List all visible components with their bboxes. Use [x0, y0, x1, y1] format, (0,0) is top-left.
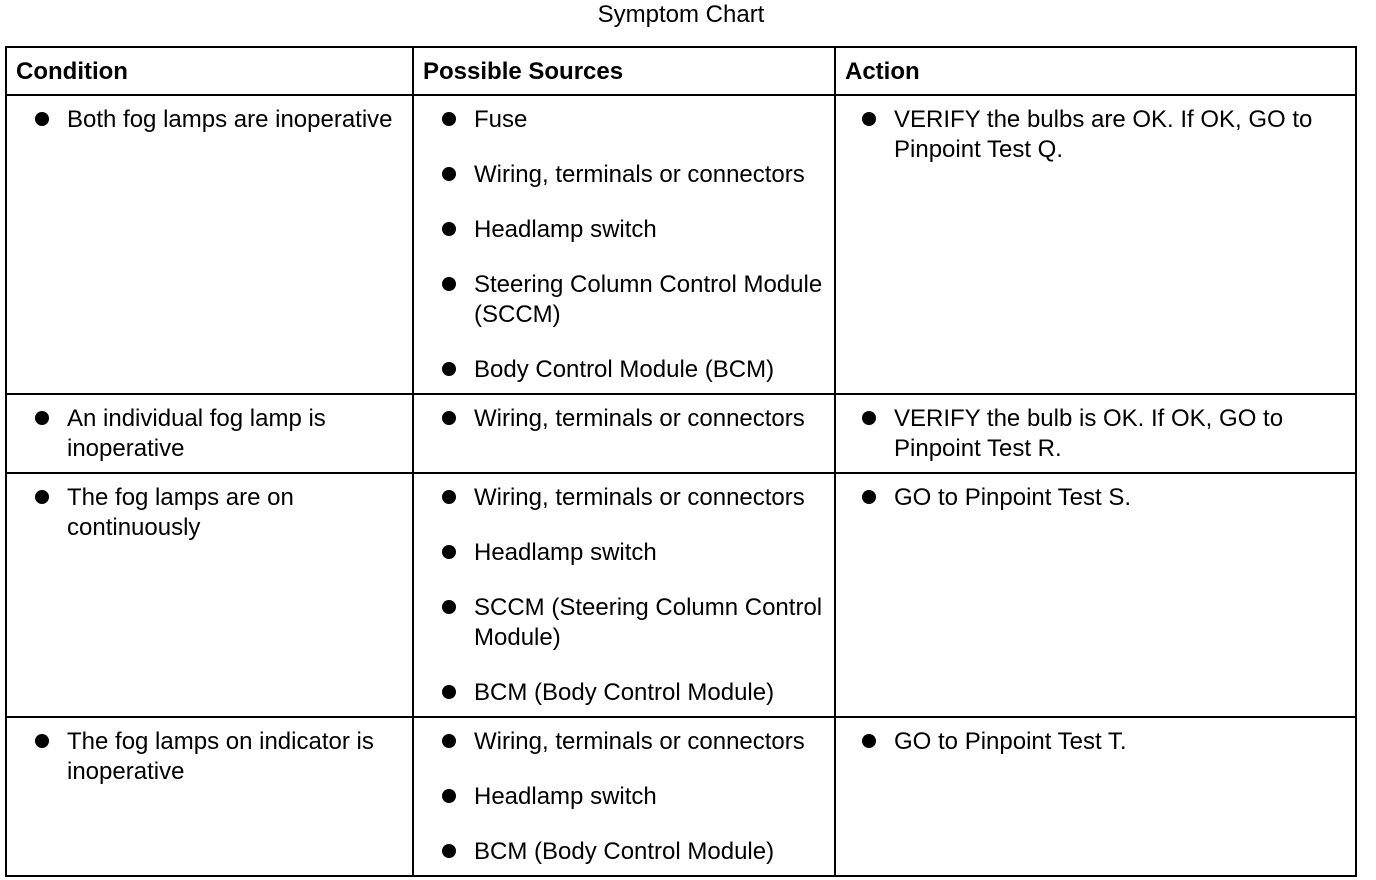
bullet-icon — [35, 112, 49, 126]
source-text: BCM (Body Control Module) — [474, 679, 775, 706]
bullet-icon — [442, 844, 456, 858]
bullet-item — [440, 837, 826, 867]
source-text: Steering Column Control Module (SCCM) — [474, 271, 823, 328]
condition-cell — [6, 473, 413, 717]
bullet-icon — [862, 411, 876, 425]
bullet-icon — [442, 734, 456, 748]
table-row — [6, 95, 1356, 394]
source-text: Body Control Module (BCM) — [474, 356, 775, 383]
condition-cell — [6, 717, 413, 876]
sources-cell — [413, 95, 835, 394]
bullet-item — [440, 727, 826, 757]
sources-cell — [413, 394, 835, 473]
source-text: Wiring, terminals or connectors — [474, 728, 805, 755]
bullet-item — [440, 678, 826, 708]
bullet-icon — [35, 411, 49, 425]
bullet-icon — [442, 411, 456, 425]
bullet-item — [33, 404, 404, 464]
action-cell — [835, 473, 1356, 717]
column-header-condition: Condition — [6, 47, 413, 95]
source-text: Fuse — [474, 106, 528, 133]
bullet-icon — [442, 277, 456, 291]
bullet-item — [440, 593, 826, 653]
condition-text: The fog lamps on indicator is inoperative — [67, 728, 374, 785]
action-text: VERIFY the bulb is OK. If OK, GO to Pinpoint Test R. — [894, 405, 1284, 462]
bullet-item — [440, 782, 826, 812]
bullet-icon — [35, 734, 49, 748]
source-text: Wiring, terminals or connectors — [474, 484, 805, 511]
header-row — [6, 47, 1356, 95]
chart-title: Symptom Chart — [597, 1, 765, 28]
bullet-item — [440, 105, 826, 135]
condition-cell — [6, 394, 413, 473]
bullet-icon — [442, 685, 456, 699]
bullet-item — [440, 270, 826, 330]
source-text: BCM (Body Control Module) — [474, 838, 775, 865]
bullet-item — [860, 404, 1347, 464]
condition-text: An individual fog lamp is inoperative — [67, 405, 326, 462]
bullet-item — [440, 355, 826, 385]
bullet-item — [33, 727, 404, 787]
action-text: GO to Pinpoint Test S. — [894, 484, 1132, 511]
sources-cell — [413, 717, 835, 876]
bullet-icon — [862, 112, 876, 126]
bullet-item — [440, 538, 826, 568]
bullet-icon — [862, 734, 876, 748]
source-text: Wiring, terminals or connectors — [474, 161, 805, 188]
action-cell — [835, 717, 1356, 876]
action-cell — [835, 394, 1356, 473]
source-text: Headlamp switch — [474, 783, 657, 810]
condition-cell — [6, 95, 413, 394]
action-cell — [835, 95, 1356, 394]
source-text: Headlamp switch — [474, 216, 657, 243]
table-row — [6, 394, 1356, 473]
bullet-item — [860, 105, 1347, 165]
symptom-table — [5, 46, 1357, 877]
bullet-item — [33, 105, 404, 135]
bullet-item — [440, 483, 826, 513]
source-text: Headlamp switch — [474, 539, 657, 566]
column-header-possible-sources: Possible Sources — [413, 47, 835, 95]
bullet-item — [860, 727, 1347, 757]
bullet-item — [440, 215, 826, 245]
table-row — [6, 717, 1356, 876]
condition-text: The fog lamps are on continuously — [67, 484, 294, 541]
bullet-icon — [442, 789, 456, 803]
action-text: GO to Pinpoint Test T. — [894, 728, 1127, 755]
bullet-item — [860, 483, 1347, 513]
bullet-icon — [442, 490, 456, 504]
bullet-item — [33, 483, 404, 543]
bullet-item — [440, 404, 826, 434]
bullet-icon — [442, 222, 456, 236]
bullet-icon — [35, 490, 49, 504]
sources-cell — [413, 473, 835, 717]
table-row — [6, 473, 1356, 717]
bullet-icon — [442, 362, 456, 376]
bullet-icon — [442, 167, 456, 181]
action-text: VERIFY the bulbs are OK. If OK, GO to Pinpoint Test Q. — [894, 106, 1313, 163]
bullet-icon — [442, 545, 456, 559]
bullet-icon — [862, 490, 876, 504]
bullet-icon — [442, 112, 456, 126]
column-header-action: Action — [835, 47, 1356, 95]
source-text: SCCM (Steering Column Control Module) — [474, 594, 823, 651]
source-text: Wiring, terminals or connectors — [474, 405, 805, 432]
bullet-icon — [442, 600, 456, 614]
bullet-item — [440, 160, 826, 190]
condition-text: Both fog lamps are inoperative — [67, 106, 393, 133]
